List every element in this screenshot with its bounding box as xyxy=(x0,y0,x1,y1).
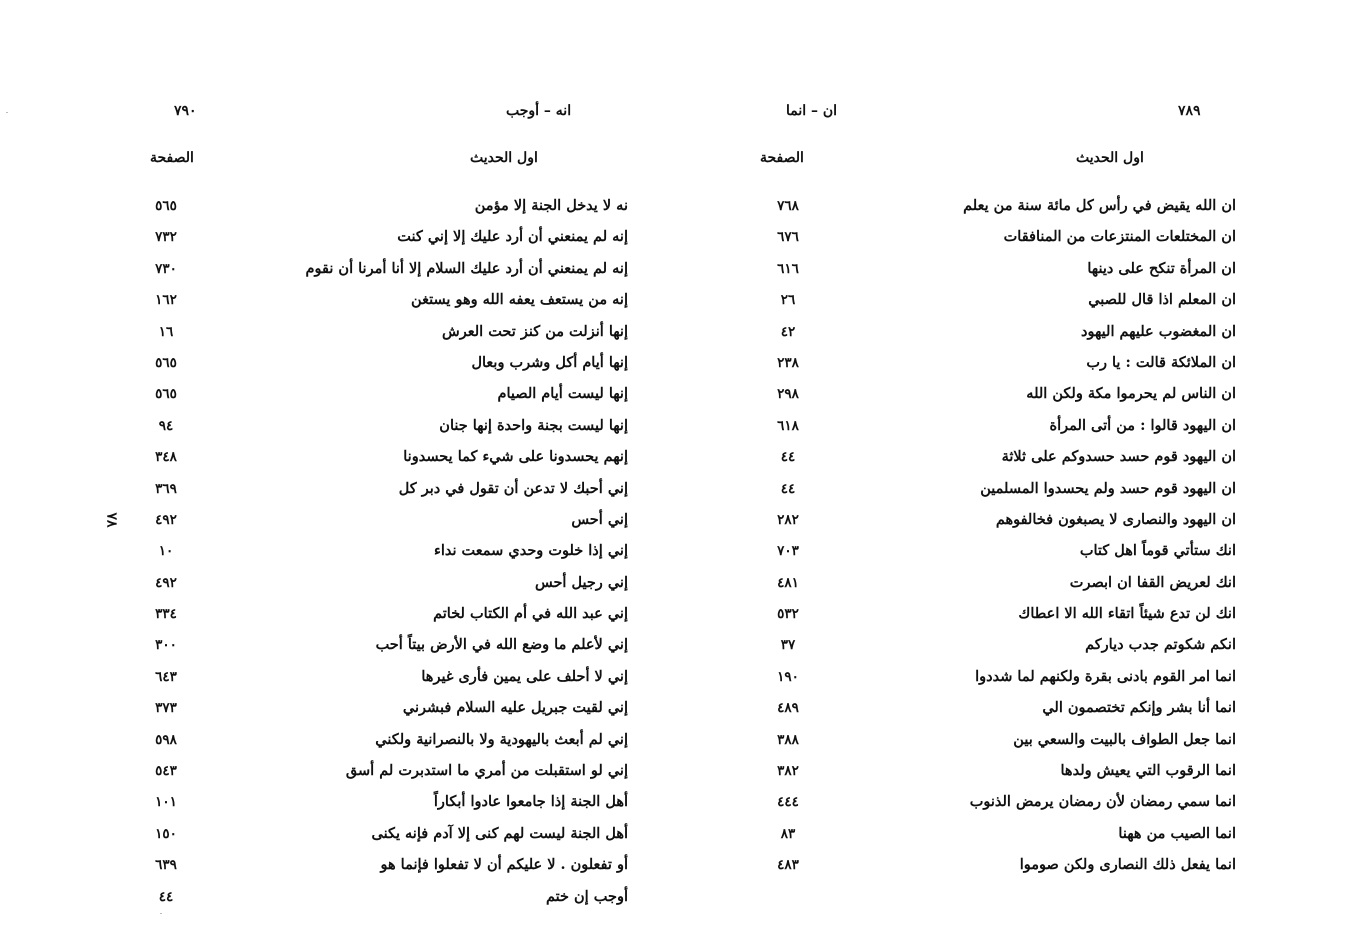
hadith-opening: انما يفعل ذلك النصارى ولكن صوموا xyxy=(1019,856,1236,874)
page-reference: ٥٦٥ xyxy=(155,198,177,214)
hadith-opening: إنها ليست أيام الصيام xyxy=(497,385,628,403)
page-reference: ٣٧ xyxy=(780,637,796,654)
column-header-page: الصفحة xyxy=(150,150,194,166)
index-row xyxy=(140,821,640,852)
index-row xyxy=(140,413,640,444)
hadith-opening: نه لا يدخل الجنة إلا مؤمن xyxy=(474,197,628,214)
page-reference: ٢٩٨ xyxy=(777,386,799,403)
index-row xyxy=(140,695,640,726)
hadith-opening: انك لعريض القفا ان ابصرت xyxy=(1069,573,1236,591)
page-reference: ٦١٨ xyxy=(777,417,799,434)
hadith-opening: ان اليهود قوم حسد حسدوكم على ثلاثة xyxy=(1001,448,1236,466)
index-row xyxy=(140,884,640,915)
index-row xyxy=(140,852,640,883)
hadith-opening: إنه لم يمنعني أن أرد عليك إلا إني كنت xyxy=(397,228,628,246)
hadith-opening: ان المرأة تنكح على دينها xyxy=(1087,259,1236,277)
page-reference: ٢٨٢ xyxy=(777,511,799,528)
column-header-text: اول الحديث xyxy=(470,150,538,166)
page-reference: ١٥٠ xyxy=(155,825,177,842)
column-header-text: اول الحديث xyxy=(1076,150,1144,166)
page-reference: ٤٤ xyxy=(780,449,796,466)
hadith-opening: ان المعلم اذا قال للصبي xyxy=(1088,291,1236,309)
index-row xyxy=(750,852,1250,883)
right-page xyxy=(750,0,1250,939)
hadith-opening: أهل الجنة ليست لهم كنى إلا آدم فإنه يكنى xyxy=(371,824,628,842)
hadith-opening: انكم شكوتم جدب دياركم xyxy=(1085,636,1236,654)
index-row xyxy=(140,224,640,255)
index-row xyxy=(750,256,1250,287)
page-number: ٧٩٠ xyxy=(174,103,197,119)
hadith-opening: ان اليهود قالوا : من أتى المرأة xyxy=(1049,416,1236,434)
page-reference: ٣٠٠ xyxy=(155,637,177,654)
index-row xyxy=(750,287,1250,318)
index-row xyxy=(140,287,640,318)
index-row xyxy=(140,256,640,287)
page-reference: ٧٣٢ xyxy=(155,229,177,246)
hadith-opening: انك لن تدع شيئاً اتقاء الله الا اعطاك xyxy=(1018,605,1236,623)
page-reference: ١٠ xyxy=(158,543,174,560)
index-row xyxy=(140,538,640,569)
page-reference: ٦٣٩ xyxy=(155,857,177,874)
hadith-opening: إنه من يستعف يعفه الله وهو يستغن xyxy=(411,291,628,309)
hadith-opening: انما أنا بشر وإنكم تختصمون الي xyxy=(1042,699,1236,717)
index-row xyxy=(750,444,1250,475)
index-row xyxy=(750,193,1250,224)
index-row xyxy=(750,224,1250,255)
index-row xyxy=(750,664,1250,695)
hadith-opening: ان الله يقيض في رأس كل مائة سنة من يعلم xyxy=(963,197,1236,214)
margin-page-marker: ٧٨ xyxy=(103,512,120,528)
page-reference: ٣٨٨ xyxy=(777,731,799,748)
hadith-opening: أو تفعلون . لا عليكم أن لا تفعلوا فإنما هو xyxy=(380,856,628,874)
index-row xyxy=(750,632,1250,663)
page-reference: ١٠١ xyxy=(155,794,177,811)
hadith-opening: انما الصيب من ههنا xyxy=(1118,824,1236,842)
page-reference: ٧٣٠ xyxy=(155,260,177,277)
page-reference: ٤٩٢ xyxy=(155,511,177,528)
scan-speck xyxy=(160,913,162,914)
hadith-opening: انما جعل الطواف بالبيت والسعي بين xyxy=(1013,730,1236,748)
page-reference: ٤٨١ xyxy=(777,574,799,591)
hadith-opening: إني إذا خلوت وحدي سمعت نداء xyxy=(434,542,628,560)
hadith-opening: إني لا أحلف على يمين فأرى غيرها xyxy=(421,667,628,685)
page-reference: ٥٣٢ xyxy=(777,606,799,623)
index-row xyxy=(140,664,640,695)
running-head: ان – انما xyxy=(786,103,838,119)
index-row xyxy=(140,570,640,601)
index-row xyxy=(140,350,640,381)
index-row xyxy=(140,632,640,663)
page-reference: ١٦ xyxy=(158,323,174,340)
column-header-page: الصفحة xyxy=(760,150,804,166)
page-reference: ٧٦٨ xyxy=(777,198,799,214)
hadith-opening: انما امر القوم بادنى بقرة ولكنهم لما شددوا xyxy=(975,667,1236,685)
index-row xyxy=(750,381,1250,412)
page-reference: ٤٢ xyxy=(780,323,796,340)
page-reference: ٧٠٣ xyxy=(777,543,799,560)
index-row xyxy=(750,758,1250,789)
hadith-index-list xyxy=(750,193,1250,884)
page-reference: ٤٨٩ xyxy=(777,700,799,717)
hadith-opening: إني لأعلم ما وضع الله في الأرض بيتاً أحب xyxy=(375,636,628,654)
hadith-opening: ان اليهود والنصارى لا يصبغون فخالفوهم xyxy=(995,510,1236,528)
page-reference: ٣٦٩ xyxy=(155,480,177,497)
index-row xyxy=(750,319,1250,350)
index-row xyxy=(750,507,1250,538)
index-row xyxy=(140,381,640,412)
page-reference: ٤٩٢ xyxy=(155,574,177,591)
index-row xyxy=(750,789,1250,820)
index-row xyxy=(750,413,1250,444)
hadith-opening: إني لم أبعث باليهودية ولا بالنصرانية ولكني xyxy=(375,730,628,748)
page-reference: ٩٤ xyxy=(158,417,174,434)
hadith-opening: إنها أنزلت من كنز تحت العرش xyxy=(442,322,628,340)
index-row xyxy=(140,727,640,758)
hadith-opening: إني أحس xyxy=(571,510,628,528)
index-row xyxy=(140,507,640,538)
page-reference: ٣٤٨ xyxy=(155,449,177,466)
hadith-index-list xyxy=(140,193,640,915)
hadith-opening: إنهم يحسدونا على شيء كما يحسدونا xyxy=(403,448,628,466)
page-reference: ٦٤٣ xyxy=(155,668,177,685)
hadith-opening: إني لقيت جبريل عليه السلام فبشرني xyxy=(402,699,628,717)
scan-speck xyxy=(6,112,8,113)
hadith-opening: إني رجيل أحس xyxy=(534,573,628,591)
index-row xyxy=(140,601,640,632)
page-reference: ٣٧٣ xyxy=(155,700,177,717)
page-reference: ٤٤ xyxy=(780,480,796,497)
index-row xyxy=(750,538,1250,569)
page-reference: ٤٤٤ xyxy=(777,794,799,811)
hadith-opening: أهل الجنة إذا جامعوا عادوا أبكاراً xyxy=(433,793,628,811)
hadith-opening: أوجب إن ختم xyxy=(546,887,628,905)
hadith-opening: ان اليهود قوم حسد ولم يحسدوا المسلمين xyxy=(980,479,1236,497)
index-row xyxy=(140,319,640,350)
page-reference: ٢٣٨ xyxy=(777,354,799,371)
page-reference: ٨٣ xyxy=(780,825,796,842)
hadith-opening: ان المختلعات المنتزعات من المنافقات xyxy=(1003,228,1236,246)
hadith-opening: إني أحبك لا تدعن أن تقول في دبر كل xyxy=(398,479,628,497)
page-reference: ٦١٦ xyxy=(777,260,799,277)
hadith-opening: ان الملائكة قالت : يا رب xyxy=(1086,353,1236,371)
hadith-opening: إني لو استقبلت من أمري ما استدبرت لم أسق xyxy=(345,762,628,780)
hadith-opening: انك ستأتي قوماً اهل كتاب xyxy=(1079,542,1236,560)
hadith-opening: إني عبد الله في أم الكتاب لخاتم xyxy=(433,605,628,623)
index-row xyxy=(750,727,1250,758)
page-reference: ٥٦٥ xyxy=(155,354,177,371)
hadith-opening: إنها ليست بجنة واحدة إنها جنان xyxy=(439,416,628,434)
running-head: انه – أوجب xyxy=(506,103,572,119)
index-row xyxy=(140,444,640,475)
index-row xyxy=(140,758,640,789)
page-reference: ٣٣٤ xyxy=(155,606,177,623)
hadith-opening: ان المغضوب عليهم اليهود xyxy=(1081,322,1236,340)
index-row xyxy=(750,570,1250,601)
hadith-opening: انما الرقوب التي يعيش ولدها xyxy=(1060,762,1236,780)
index-row xyxy=(750,601,1250,632)
index-row xyxy=(750,821,1250,852)
index-row xyxy=(140,476,640,507)
index-row xyxy=(750,350,1250,381)
left-page xyxy=(140,0,640,939)
page-reference: ٤٤ xyxy=(158,888,174,905)
page-reference: ٢٦ xyxy=(780,292,796,309)
index-row xyxy=(140,193,640,224)
page-reference: ١٩٠ xyxy=(777,668,799,685)
hadith-opening: إنه لم يمنعني أن أرد عليك السلام إلا أنا أمرنا أن نقوم xyxy=(305,259,628,277)
page-reference: ٤٨٣ xyxy=(777,857,799,874)
page-reference: ١٦٢ xyxy=(155,292,177,309)
page-reference: ٣٨٢ xyxy=(777,763,799,780)
hadith-opening: انما سمي رمضان لأن رمضان يرمض الذنوب xyxy=(969,793,1236,811)
index-row xyxy=(750,476,1250,507)
index-row xyxy=(750,695,1250,726)
index-row xyxy=(140,789,640,820)
page-reference: ٦٧٦ xyxy=(777,229,799,246)
page-number: ٧٨٩ xyxy=(1178,103,1201,119)
page-reference: ٥٦٥ xyxy=(155,386,177,403)
hadith-opening: ان الناس لم يحرموا مكة ولكن الله xyxy=(1026,385,1236,403)
page-reference: ٥٩٨ xyxy=(155,731,177,748)
hadith-opening: إنها أيام أكل وشرب وبعال xyxy=(471,353,628,371)
page-reference: ٥٤٣ xyxy=(155,763,177,780)
